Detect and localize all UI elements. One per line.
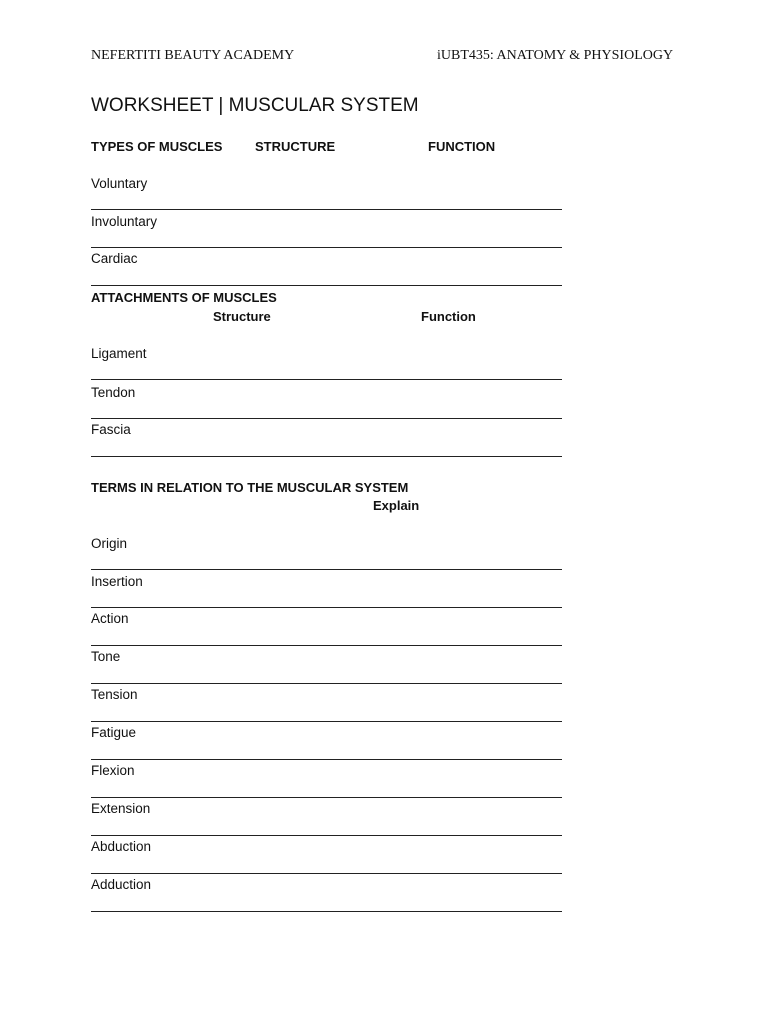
fatigue-answer-line[interactable]: [91, 759, 562, 760]
fascia-answer-line[interactable]: [91, 456, 562, 457]
cardiac-label: Cardiac: [91, 251, 138, 266]
adduction-answer-line[interactable]: [91, 911, 562, 912]
origin-answer-line[interactable]: [91, 569, 562, 570]
tension-label: Tension: [91, 687, 138, 702]
voluntary-answer-line[interactable]: [91, 209, 562, 210]
voluntary-label: Voluntary: [91, 176, 148, 191]
insertion-label: Insertion: [91, 574, 143, 589]
tension-answer-line[interactable]: [91, 721, 562, 722]
abduction-label: Abduction: [91, 839, 152, 854]
attachments-function-header: Function: [421, 309, 476, 324]
explain-header: Explain: [373, 498, 420, 513]
action-answer-line[interactable]: [91, 645, 562, 646]
ligament-answer-line[interactable]: [91, 379, 562, 380]
tendon-answer-line[interactable]: [91, 418, 562, 419]
insertion-answer-line[interactable]: [91, 607, 562, 608]
attachments-heading: ATTACHMENTS OF MUSCLES: [91, 290, 277, 305]
school-name: NEFERTITI BEAUTY ACADEMY: [91, 48, 295, 63]
function-header: FUNCTION: [428, 139, 496, 154]
cardiac-answer-line[interactable]: [91, 285, 562, 286]
tone-label: Tone: [91, 649, 121, 664]
types-of-muscles-header: TYPES OF MUSCLES: [91, 139, 223, 154]
abduction-answer-line[interactable]: [91, 873, 562, 874]
terms-heading: TERMS IN RELATION TO THE MUSCULAR SYSTEM: [91, 480, 409, 495]
attachments-structure-header: Structure: [213, 309, 271, 324]
involuntary-answer-line[interactable]: [91, 247, 562, 248]
involuntary-label: Involuntary: [91, 214, 158, 229]
page-title: WORKSHEET | MUSCULAR SYSTEM: [91, 95, 419, 116]
structure-header: STRUCTURE: [255, 139, 336, 154]
extension-answer-line[interactable]: [91, 835, 562, 836]
course-code: iUBT435: ANATOMY & PHYSIOLOGY: [437, 48, 674, 63]
tendon-label: Tendon: [91, 385, 136, 400]
ligament-label: Ligament: [91, 346, 147, 361]
adduction-label: Adduction: [91, 877, 152, 892]
action-label: Action: [91, 611, 129, 626]
fascia-label: Fascia: [91, 422, 131, 437]
extension-label: Extension: [91, 801, 151, 816]
tone-answer-line[interactable]: [91, 683, 562, 684]
fatigue-label: Fatigue: [91, 725, 137, 740]
origin-label: Origin: [91, 536, 128, 551]
flexion-answer-line[interactable]: [91, 797, 562, 798]
flexion-label: Flexion: [91, 763, 135, 778]
